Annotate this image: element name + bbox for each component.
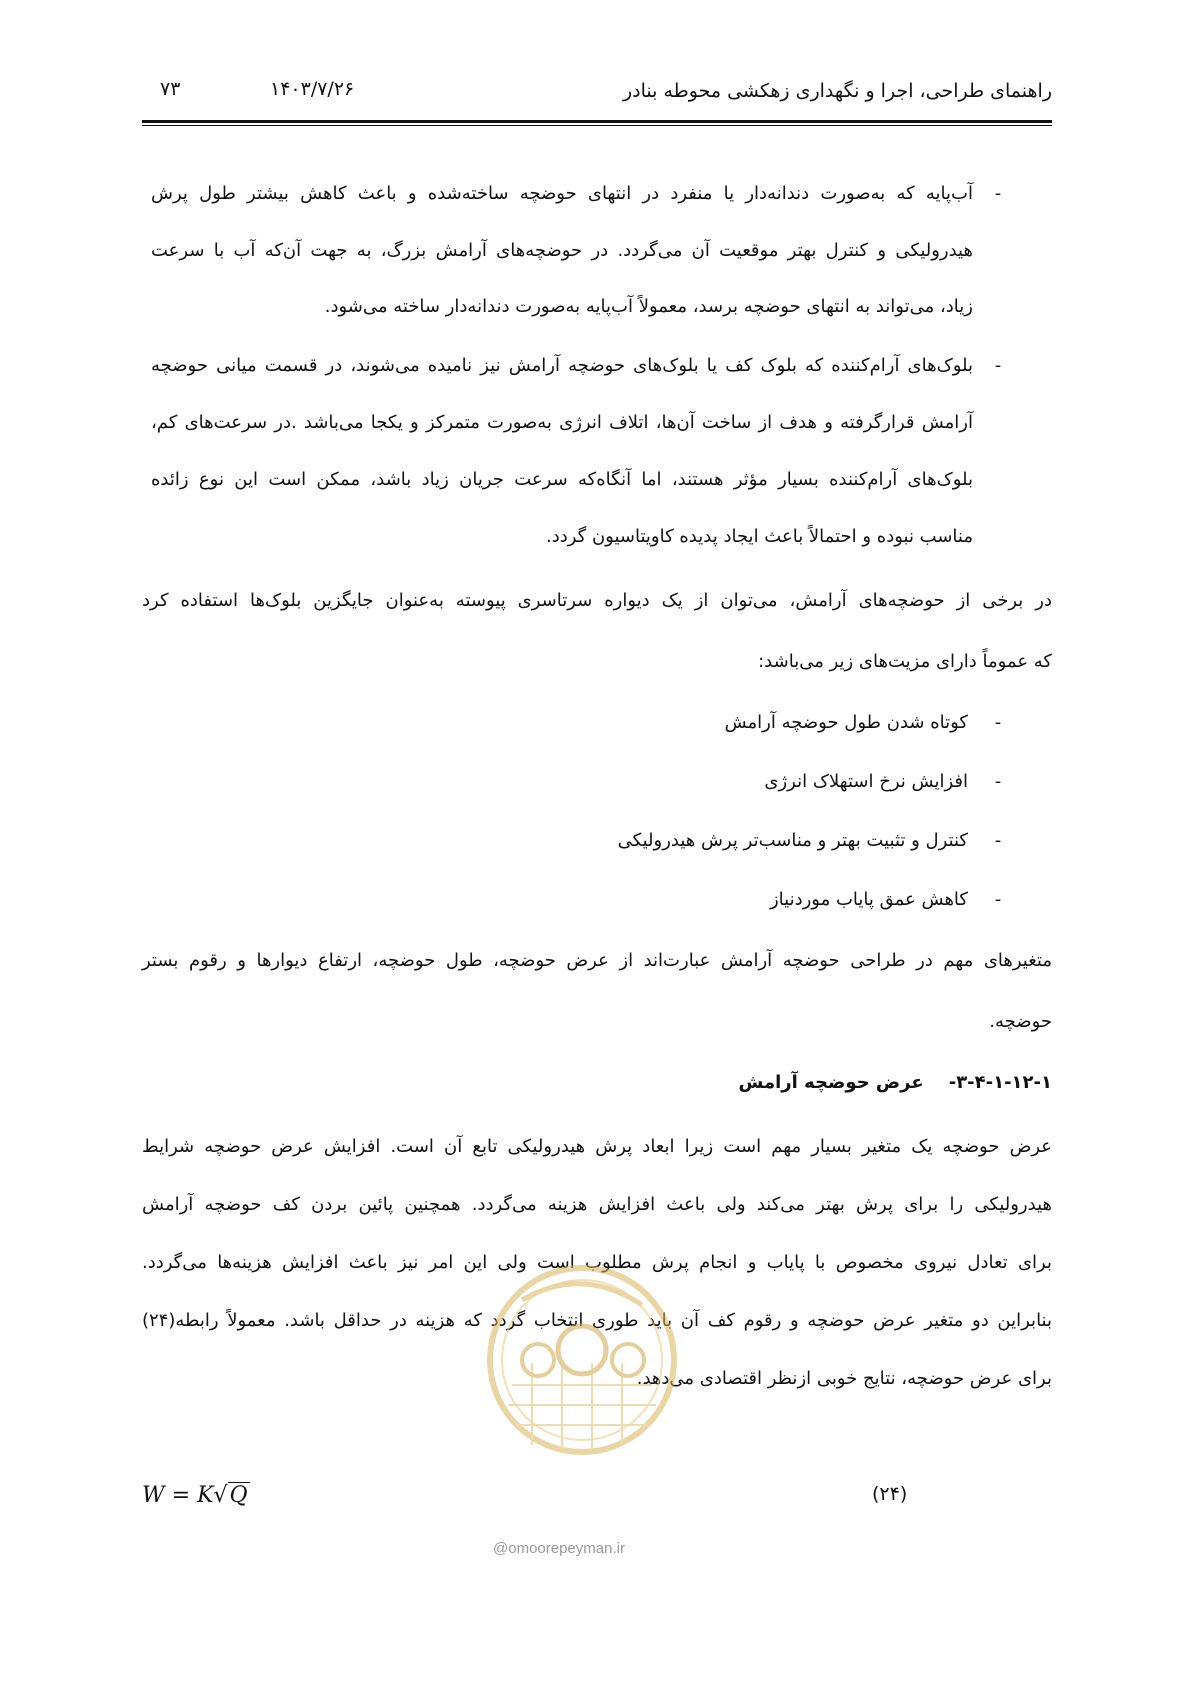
page-number: ۷۳: [160, 78, 181, 100]
watermark-logo: [482, 1245, 682, 1475]
section-number: ۳-۴-۱-۱۲-۱-: [948, 1072, 1052, 1093]
bullet-dash: -: [994, 830, 1002, 851]
bullet-line: آرامش قرارگرفته و هدف از ساخت آن‌ها، اتلاف انرژی به‌صورت متمرکز و یکجا می‌باشد .در سرعت‌های کم،: [151, 412, 973, 433]
bullet-dash: -: [994, 355, 1002, 376]
equation: [142, 1483, 250, 1508]
document-title: راهنمای طراحی، اجرا و نگهداری زهکشی محوطه بنادر: [622, 80, 1052, 102]
equation-equals: =: [171, 1483, 191, 1508]
advantage-item: کاهش عمق پایاب موردنیاز: [769, 889, 968, 910]
bullet-dash: -: [994, 889, 1002, 910]
sqrt-icon: √: [213, 1483, 228, 1508]
header-rule-thick: [142, 120, 1052, 123]
section-heading: [739, 1074, 1052, 1092]
equation-radicand: Q: [229, 1483, 248, 1508]
equation-lhs: W: [142, 1483, 165, 1508]
header-rule-thin: [142, 125, 1052, 126]
bullet-line: بلوک‌های آرام‌کننده بسیار مؤثر هستند، اما آنگاه‌که سرعت جریان زیاد باشد، ممکن است این نوع زائده: [151, 469, 973, 490]
advantage-item: کنترل و تثبیت بهتر و مناسب‌تر پرش هیدرولیکی: [617, 830, 968, 851]
bullet-dash: -: [994, 183, 1002, 204]
paragraph-line: برای عرض حوضچه، نتایج خوبی ازنظر اقتصادی می‌دهد.: [636, 1368, 1052, 1389]
bullet-line: آب‌پایه که به‌صورت دندانه‌دار یا منفرد در انتهای حوضچه ساخته‌شده و باعث کاهش بیشتر طول پرش: [151, 183, 973, 204]
bullet-line: هیدرولیکی و کنترل بهتر موقعیت آن می‌گردد. در حوضچه‌های آرامش بزرگ، به جهت آن‌که آب با سرعت: [151, 240, 973, 261]
paragraph-line: برای تعادل نیروی مخصوص با پایاب و انجام پرش مطلوب است ولی این امر نیز باعث افزایش هزینه‌ها می‌گردد.: [142, 1252, 1052, 1273]
page-header: [142, 78, 1052, 114]
equation-number: (۲۴): [872, 1483, 908, 1505]
paragraph-line: هیدرولیکی را برای پرش بهتر می‌کند ولی باعث افزایش هزینه می‌گردد. همچنین پائین بردن کف حوضچه آرامش: [142, 1194, 1052, 1215]
paragraph-line: حوضچه.: [989, 1011, 1052, 1032]
watermark-url: @omoorepeyman.ir: [493, 1540, 625, 1557]
bullet-line: زیاد، می‌تواند به انتهای حوضچه برسد، معمولاً آب‌پایه به‌صورت دندانه‌دار ساخته می‌شود.: [324, 296, 973, 317]
bullet-line: بلوک‌های آرام‌کننده که بلوک کف یا بلوک‌های حوضچه آرامش نیز نامیده می‌شوند، در قسمت میانی حوضچه: [151, 355, 973, 376]
section-title: عرض حوضچه آرامش: [738, 1072, 924, 1093]
bullet-dash: -: [994, 771, 1002, 792]
advantage-item: کوتاه شدن طول حوضچه آرامش: [724, 712, 968, 733]
document-date: ۱۴۰۳/۷/۲۶: [270, 78, 355, 100]
equation-coef: K: [197, 1483, 214, 1508]
bullet-dash: -: [994, 712, 1002, 733]
advantage-item: افزایش نرخ استهلاک انرژی: [764, 771, 968, 792]
paragraph-line: که عموماً دارای مزیت‌های زیر می‌باشد:: [758, 651, 1052, 672]
paragraph-line: متغیرهای مهم در طراحی حوضچه آرامش عبارت‌اند از عرض حوضچه، طول حوضچه، ارتفاع دیوارها و رقوم بستر: [142, 950, 1052, 971]
paragraph-line: بنابراین دو متغیر عرض حوضچه و رقوم کف آن باید طوری انتخاب گردد که هزینه در حداقل باشد. معمولاً رابطه(۲۴): [142, 1310, 1052, 1331]
paragraph-line: عرض حوضچه یک متغیر بسیار مهم است زیرا ابعاد پرش هیدرولیکی تابع آن است. افزایش عرض حوضچه شرایط: [142, 1136, 1052, 1157]
bullet-line: مناسب نبوده و احتمالاً باعث ایجاد پدیده کاویتاسیون گردد.: [545, 526, 973, 547]
paragraph-line: در برخی از حوضچه‌های آرامش، می‌توان از یک دیواره سرتاسری پیوسته به‌عنوان جایگزین بلوک‌ها استفاده کرد: [142, 590, 1052, 611]
